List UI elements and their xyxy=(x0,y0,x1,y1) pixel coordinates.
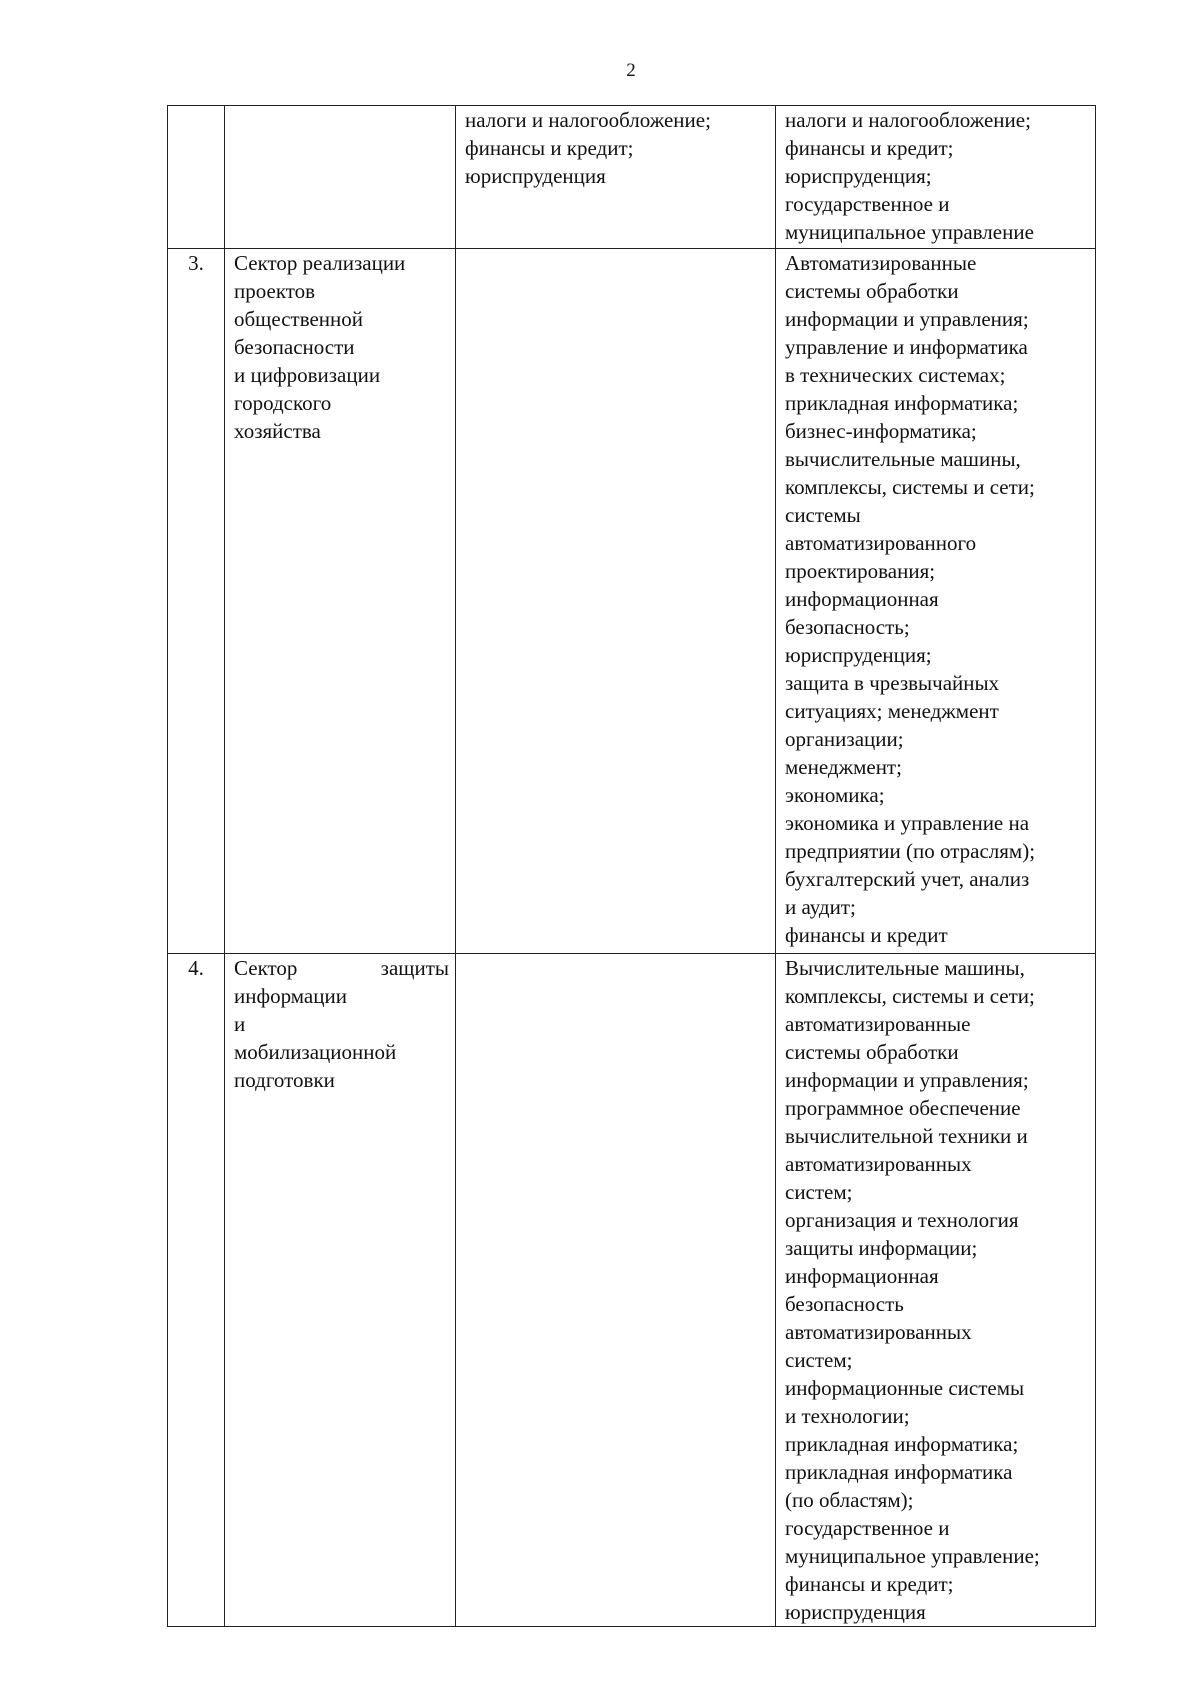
cell-text-line: информации и управления; xyxy=(785,307,1029,331)
specialties-cell-secondary xyxy=(776,954,1096,1627)
cell-text-line: государственное и xyxy=(785,1516,950,1540)
cell-text-line: автоматизированные xyxy=(785,1012,971,1036)
sector-name-cell xyxy=(225,954,456,1627)
cell-text-line: бухгалтерский учет, анализ xyxy=(785,867,1030,891)
cell-text-line: информационные системы xyxy=(785,1376,1025,1400)
specialties-cell-primary xyxy=(456,106,776,249)
page-number: 2 xyxy=(626,60,636,81)
cell-text-line: автоматизированного xyxy=(785,531,977,555)
cell-text-line: безопасность; xyxy=(785,615,910,639)
cell-text-line: юриспруденция xyxy=(465,164,606,188)
cell-text-line: Вычислительные машины, xyxy=(785,956,1025,980)
cell-text-line: автоматизированных xyxy=(785,1152,972,1176)
cell-text-line: менеджмент; xyxy=(785,755,902,779)
cell-text-line: экономика; xyxy=(785,783,885,807)
cell-text-line: организации; xyxy=(785,727,904,751)
cell-text-line: бизнес-информатика; xyxy=(785,419,977,443)
cell-text-line: информации xyxy=(234,984,347,1008)
specialties-cell-secondary xyxy=(776,249,1096,954)
cell-text-line: систем; xyxy=(785,1180,853,1204)
cell-text-line: экономика и управление на xyxy=(785,811,1030,835)
cell-text-line: Сектор защиты xyxy=(234,956,449,980)
cell-text-line: проектов xyxy=(234,279,316,303)
cell-text-line: прикладная информатика; xyxy=(785,391,1019,415)
cell-text-line: налоги и налогообложение; xyxy=(465,108,711,132)
row-number-cell xyxy=(168,106,225,249)
row-number-cell: 3. xyxy=(168,249,225,954)
cell-text-line: государственное и xyxy=(785,192,950,216)
cell-text-line: программное обеспечение xyxy=(785,1096,1021,1120)
cell-text-line: финансы и кредит; xyxy=(785,136,954,160)
cell-text-line: безопасность xyxy=(785,1292,904,1316)
cell-text-line: и xyxy=(234,1012,246,1036)
cell-text-line: систем; xyxy=(785,1348,853,1372)
cell-text-line: городского xyxy=(234,391,332,415)
cell-text-line: финансы и кредит xyxy=(785,923,948,947)
cell-text-line: ситуациях; менеджмент xyxy=(785,699,999,723)
cell-text-line: муниципальное управление xyxy=(785,220,1034,244)
specialties-cell-primary xyxy=(456,249,776,954)
cell-text-line: автоматизированных xyxy=(785,1320,972,1344)
cell-text-line: системы обработки xyxy=(785,279,959,303)
cell-text-line: подготовки xyxy=(234,1068,335,1092)
cell-text-line: системы xyxy=(785,503,861,527)
cell-text-line: и технологии; xyxy=(785,1404,910,1428)
cell-text-line: юриспруденция xyxy=(785,1600,926,1624)
cell-text-line: безопасности xyxy=(234,335,355,359)
cell-text-line: Сектор реализации xyxy=(234,251,406,275)
table-row xyxy=(168,106,1096,249)
cell-text-line: информационная xyxy=(785,587,939,611)
cell-text-line: финансы и кредит; xyxy=(465,136,634,160)
cell-text-line: финансы и кредит; xyxy=(785,1572,954,1596)
sectors-table xyxy=(167,105,1096,1627)
cell-text-line: юриспруденция; xyxy=(785,643,932,667)
cell-text-line: предприятии (по отраслям); xyxy=(785,839,1036,863)
cell-text-line: общественной xyxy=(234,307,364,331)
cell-text-line: (по областям); xyxy=(785,1488,914,1512)
cell-text-line: управление и информатика xyxy=(785,335,1028,359)
cell-text-line: налоги и налогообложение; xyxy=(785,108,1031,132)
cell-text-line: защита в чрезвычайных xyxy=(785,671,1000,695)
row-number-cell: 4. xyxy=(168,954,225,1627)
cell-text-line: организация и технология xyxy=(785,1208,1019,1232)
cell-text-line: муниципальное управление; xyxy=(785,1544,1040,1568)
cell-text-line: комплексы, системы и сети; xyxy=(785,984,1035,1008)
table-row xyxy=(168,954,1096,1627)
cell-text-line: информационная xyxy=(785,1264,939,1288)
specialties-cell-primary xyxy=(456,954,776,1627)
cell-text-line: системы обработки xyxy=(785,1040,959,1064)
cell-text-line: в технических системах; xyxy=(785,363,1006,387)
cell-text-line: юриспруденция; xyxy=(785,164,932,188)
table-row xyxy=(168,249,1096,954)
cell-text-line: проектирования; xyxy=(785,559,936,583)
cell-text-line: прикладная информатика; xyxy=(785,1432,1019,1456)
specialties-cell-secondary xyxy=(776,106,1096,249)
sector-name-cell xyxy=(225,249,456,954)
cell-text-line: комплексы, системы и сети; xyxy=(785,475,1035,499)
cell-text-line: вычислительные машины, xyxy=(785,447,1021,471)
cell-text-line: и цифровизации xyxy=(234,363,381,387)
cell-text-line: и аудит; xyxy=(785,895,856,919)
cell-text-line: хозяйства xyxy=(234,419,321,443)
cell-text-line: Автоматизированные xyxy=(785,251,977,275)
cell-text-line: информации и управления; xyxy=(785,1068,1029,1092)
cell-text-line: прикладная информатика xyxy=(785,1460,1013,1484)
cell-text-line: защиты информации; xyxy=(785,1236,978,1260)
cell-text-line: вычислительной техники и xyxy=(785,1124,1028,1148)
cell-text-line: мобилизационной xyxy=(234,1040,397,1064)
sector-name-cell xyxy=(225,106,456,249)
